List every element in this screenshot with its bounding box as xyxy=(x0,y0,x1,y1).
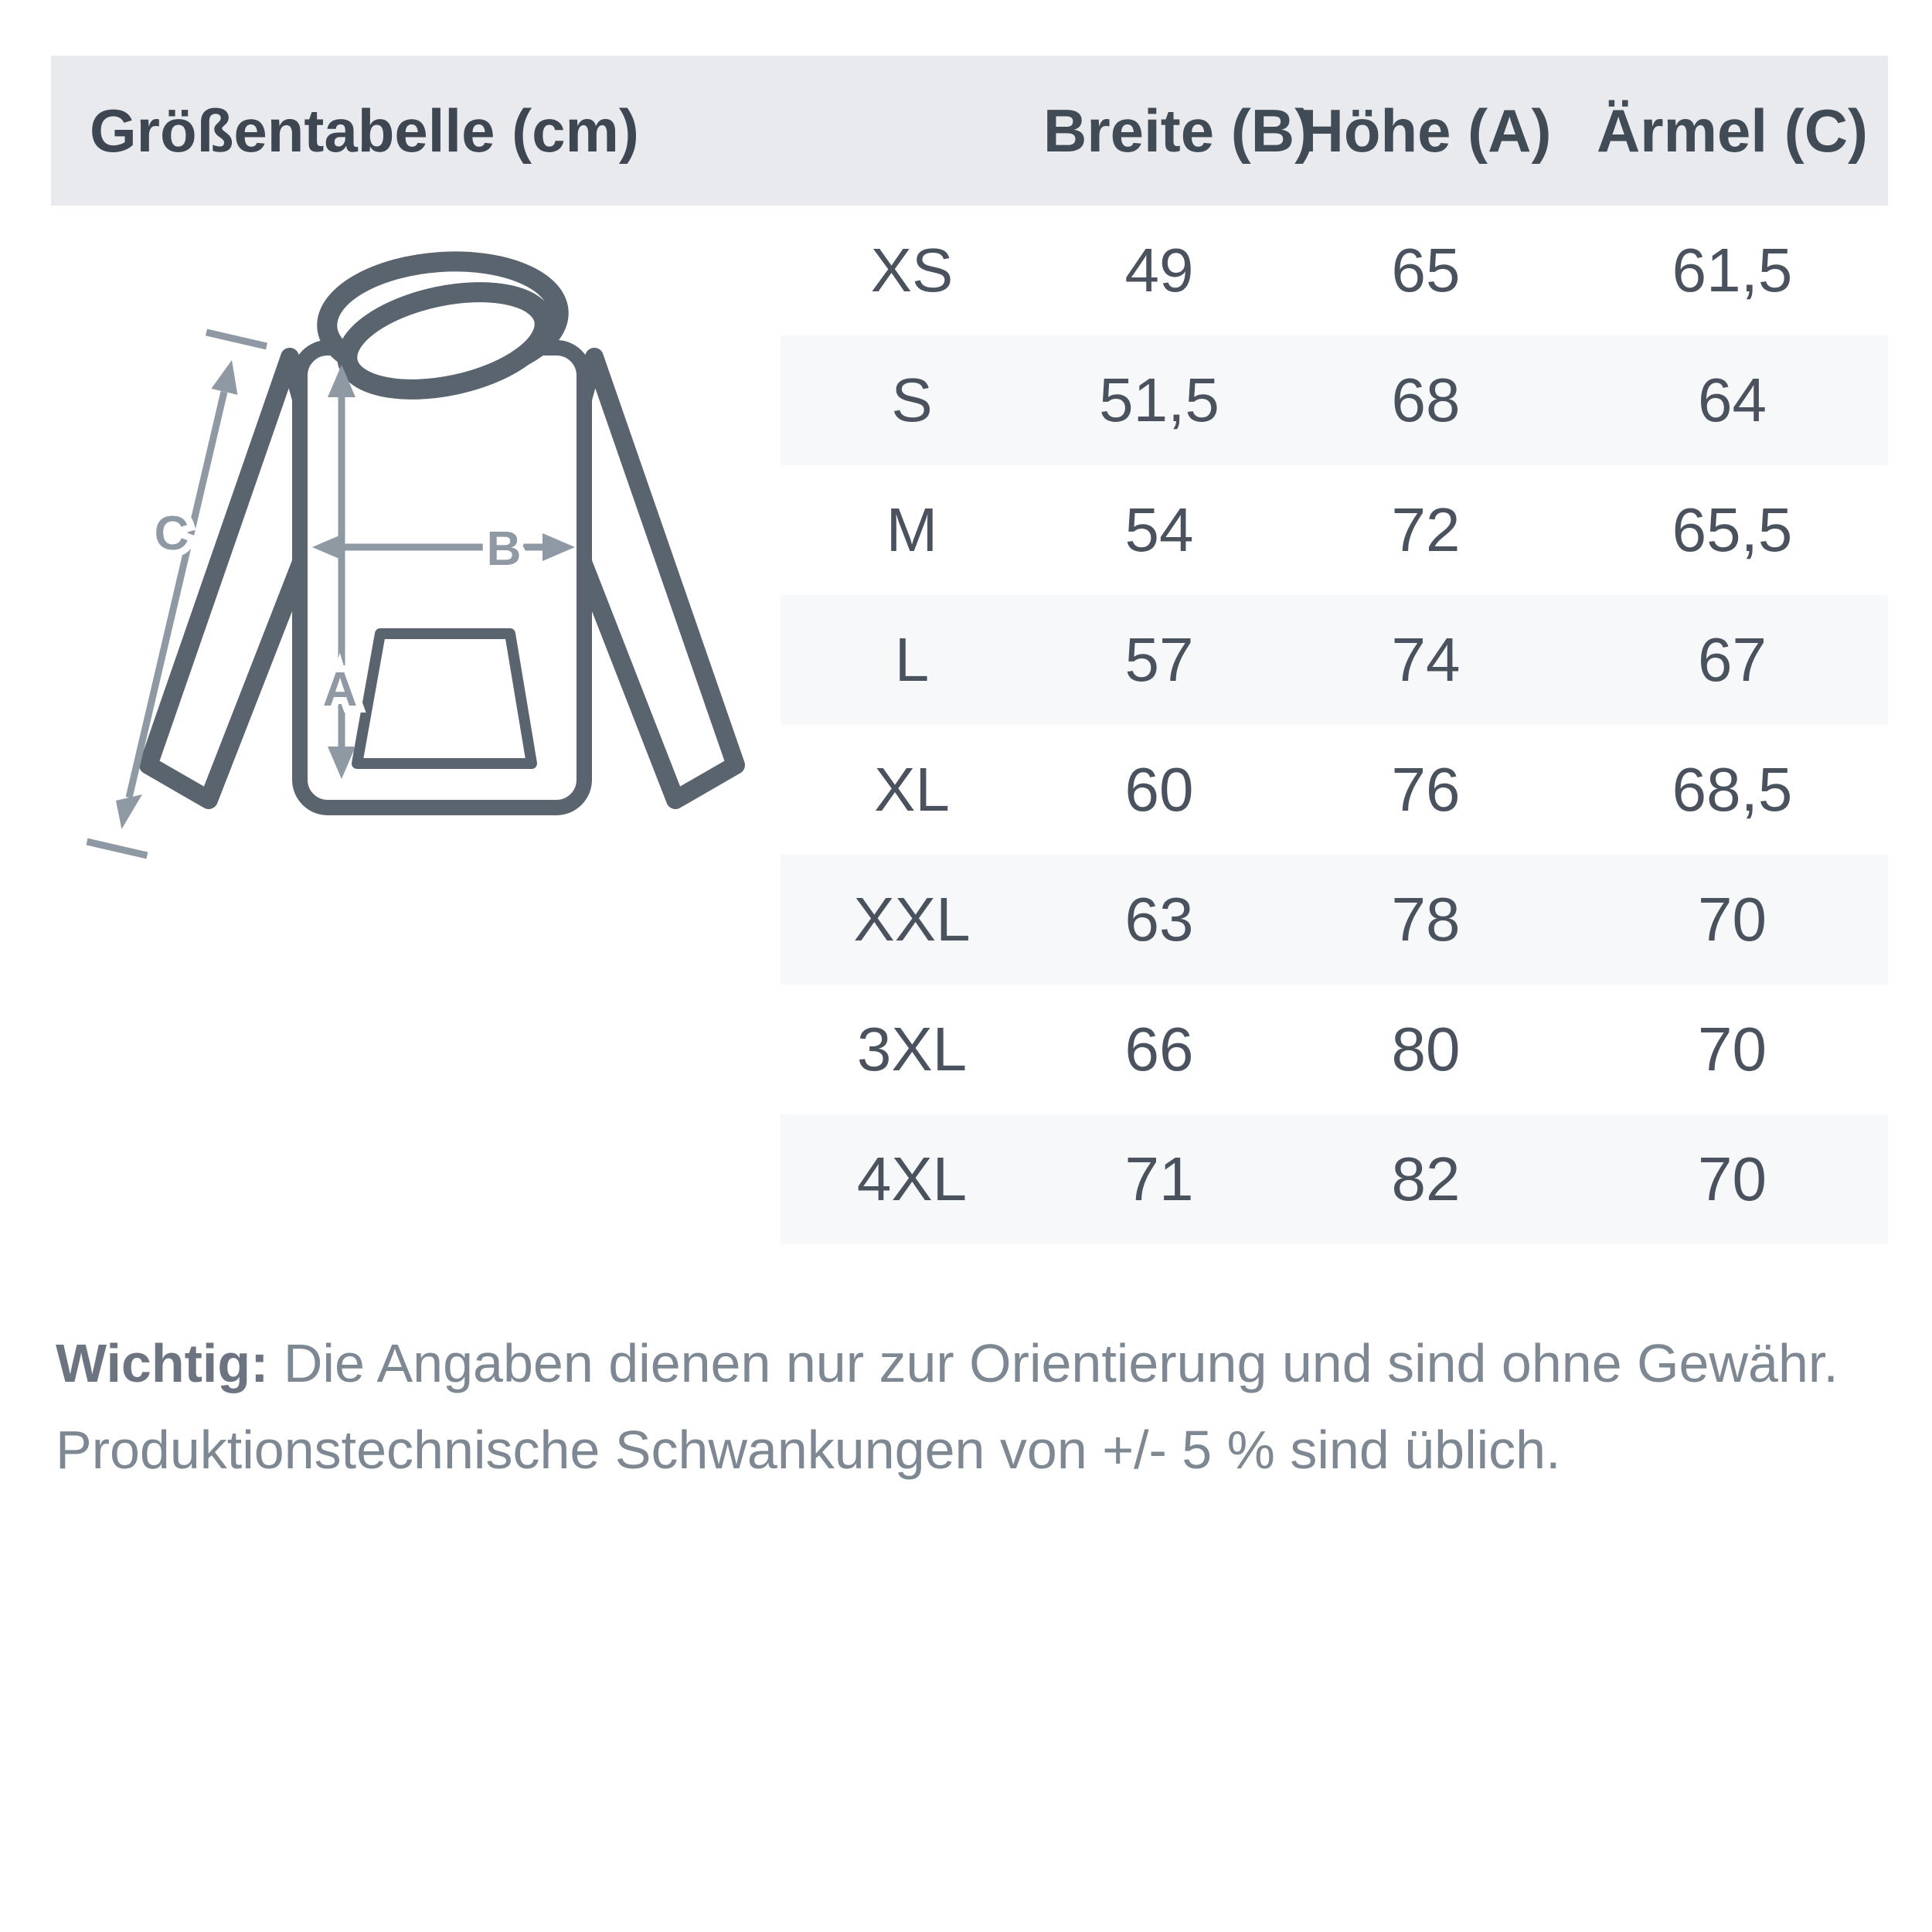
size-cell: M xyxy=(886,495,938,564)
table-row xyxy=(781,725,1888,855)
hoodie-diagram xyxy=(70,247,765,873)
height-cell: 80 xyxy=(1391,1015,1461,1083)
width-cell: 54 xyxy=(1124,495,1194,564)
width-cell: 49 xyxy=(1124,236,1194,304)
height-cell: 74 xyxy=(1391,625,1461,694)
height-cell: 65 xyxy=(1391,236,1461,304)
sleeve-cell: 68,5 xyxy=(1672,755,1793,824)
disclaimer-line1: Die Angaben dienen nur zur Orientierung und sind ohne Gewähr. xyxy=(283,1333,1838,1393)
sleeve-label: C xyxy=(154,507,189,560)
sleeve-cell: 70 xyxy=(1698,1145,1767,1213)
table-row xyxy=(781,1114,1888,1244)
table-row xyxy=(781,855,1888,985)
size-cell: S xyxy=(891,366,933,434)
page-title: Größentabelle (cm) xyxy=(90,96,639,165)
height-cell: 82 xyxy=(1391,1145,1461,1213)
size-table xyxy=(781,206,1888,1244)
column-header-height: Höhe (A) xyxy=(1300,96,1552,165)
size-cell: 4XL xyxy=(856,1145,968,1213)
table-row xyxy=(781,465,1888,595)
size-cell: XXL xyxy=(853,885,971,954)
sleeve-cell: 61,5 xyxy=(1672,236,1793,304)
hoodie-diagram-svg xyxy=(70,247,765,873)
table-row xyxy=(781,335,1888,465)
column-header-sleeve: Ärmel (C) xyxy=(1596,96,1869,165)
table-row xyxy=(781,595,1888,725)
height-label: A xyxy=(322,663,358,716)
disclaimer-line2: Produktionstechnische Schwankungen von +/- 5 % sind üblich. xyxy=(56,1420,1561,1480)
width-cell: 71 xyxy=(1124,1145,1194,1213)
disclaimer-prefix: Wichtig: xyxy=(56,1333,269,1393)
width-cell: 51,5 xyxy=(1099,366,1219,434)
height-cell: 76 xyxy=(1391,755,1461,824)
height-cell: 72 xyxy=(1391,495,1461,564)
width-cell: 66 xyxy=(1124,1015,1194,1083)
size-cell: XS xyxy=(870,236,954,304)
height-cell: 78 xyxy=(1391,885,1461,954)
width-cell: 57 xyxy=(1124,625,1194,694)
width-cell: 63 xyxy=(1124,885,1194,954)
sleeve-cell: 65,5 xyxy=(1672,495,1793,564)
disclaimer-note xyxy=(56,1320,1895,1493)
width-cell: 60 xyxy=(1124,755,1194,824)
width-label: B xyxy=(486,522,522,576)
size-cell: 3XL xyxy=(856,1015,968,1083)
sleeve-cell: 70 xyxy=(1698,885,1767,954)
size-cell: L xyxy=(894,625,930,694)
size-cell: XL xyxy=(874,755,950,824)
table-row xyxy=(781,206,1888,335)
hoodie-pocket xyxy=(357,634,532,764)
sleeve-cell: 64 xyxy=(1698,366,1767,434)
size-chart-header xyxy=(51,56,1888,206)
column-header-width: Breite (B) xyxy=(1043,96,1315,165)
table-row xyxy=(781,985,1888,1114)
height-cell: 68 xyxy=(1391,366,1461,434)
sleeve-cell: 67 xyxy=(1698,625,1767,694)
sleeve-cell: 70 xyxy=(1698,1015,1767,1083)
